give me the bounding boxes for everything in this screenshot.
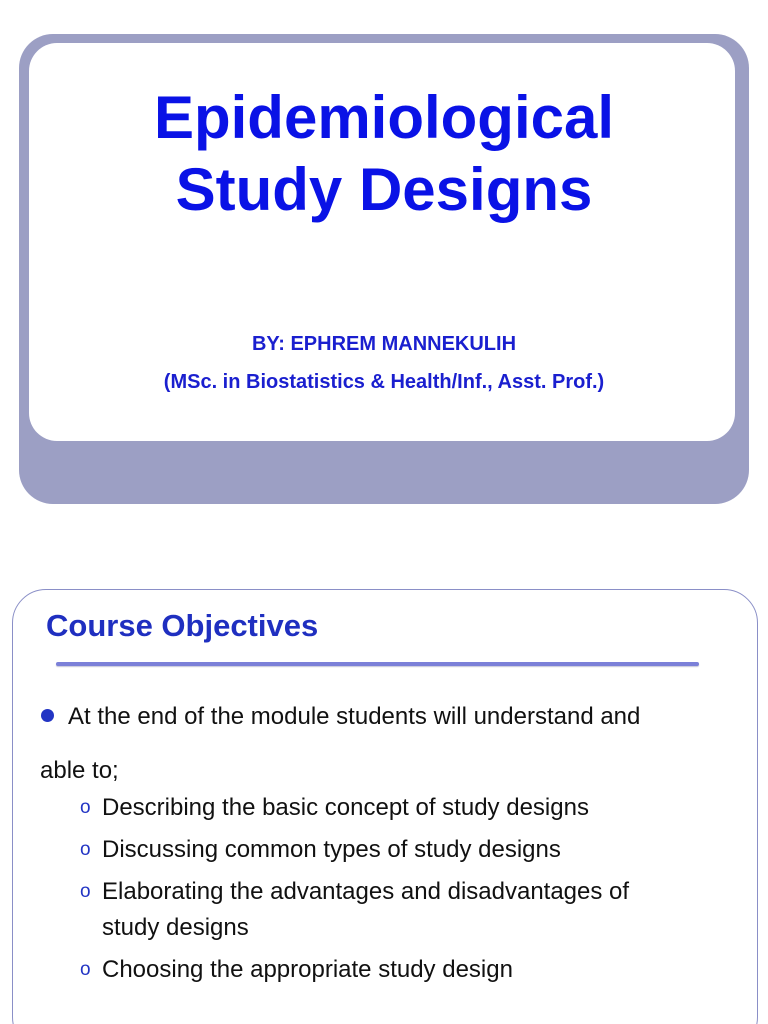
- slide-title: [0, 82, 768, 226]
- list-item: [80, 952, 740, 988]
- main-bullet-line-2: able to;: [40, 757, 119, 784]
- objectives-sub-list: [80, 790, 740, 994]
- objectives-heading: Course Objectives: [46, 608, 319, 643]
- list-item-text: Discussing common types of study designs: [102, 836, 561, 863]
- heading-divider: [56, 662, 699, 666]
- list-item: [80, 832, 740, 868]
- author-credentials: (MSc. in Biostatistics & Health/Inf., Asst. Prof.): [163, 371, 605, 393]
- main-bullet-text: [40, 690, 750, 798]
- main-bullet-line-1: At the end of the module students will understand and: [68, 703, 641, 730]
- circle-bullet-icon: o: [80, 881, 91, 902]
- circle-bullet-icon: o: [80, 797, 91, 818]
- list-item: [80, 790, 740, 826]
- list-item-text: Describing the basic concept of study designs: [102, 794, 589, 821]
- list-item-text: Choosing the appropriate study design: [102, 956, 513, 983]
- circle-bullet-icon: o: [80, 839, 91, 860]
- bullet-dot-icon: [41, 709, 54, 722]
- slide-title-line-2: Study Designs: [175, 156, 593, 223]
- list-item-text: Elaborating the advantages and disadvantages of: [102, 878, 630, 905]
- objectives-main-bullet: [40, 690, 750, 798]
- list-item-text-continued: study designs: [102, 914, 249, 941]
- slide-title-line-1: Epidemiological: [153, 84, 615, 151]
- author-byline: BY: EPHREM MANNEKULIH: [251, 333, 517, 355]
- list-item: [80, 874, 740, 946]
- circle-bullet-icon: o: [80, 959, 91, 980]
